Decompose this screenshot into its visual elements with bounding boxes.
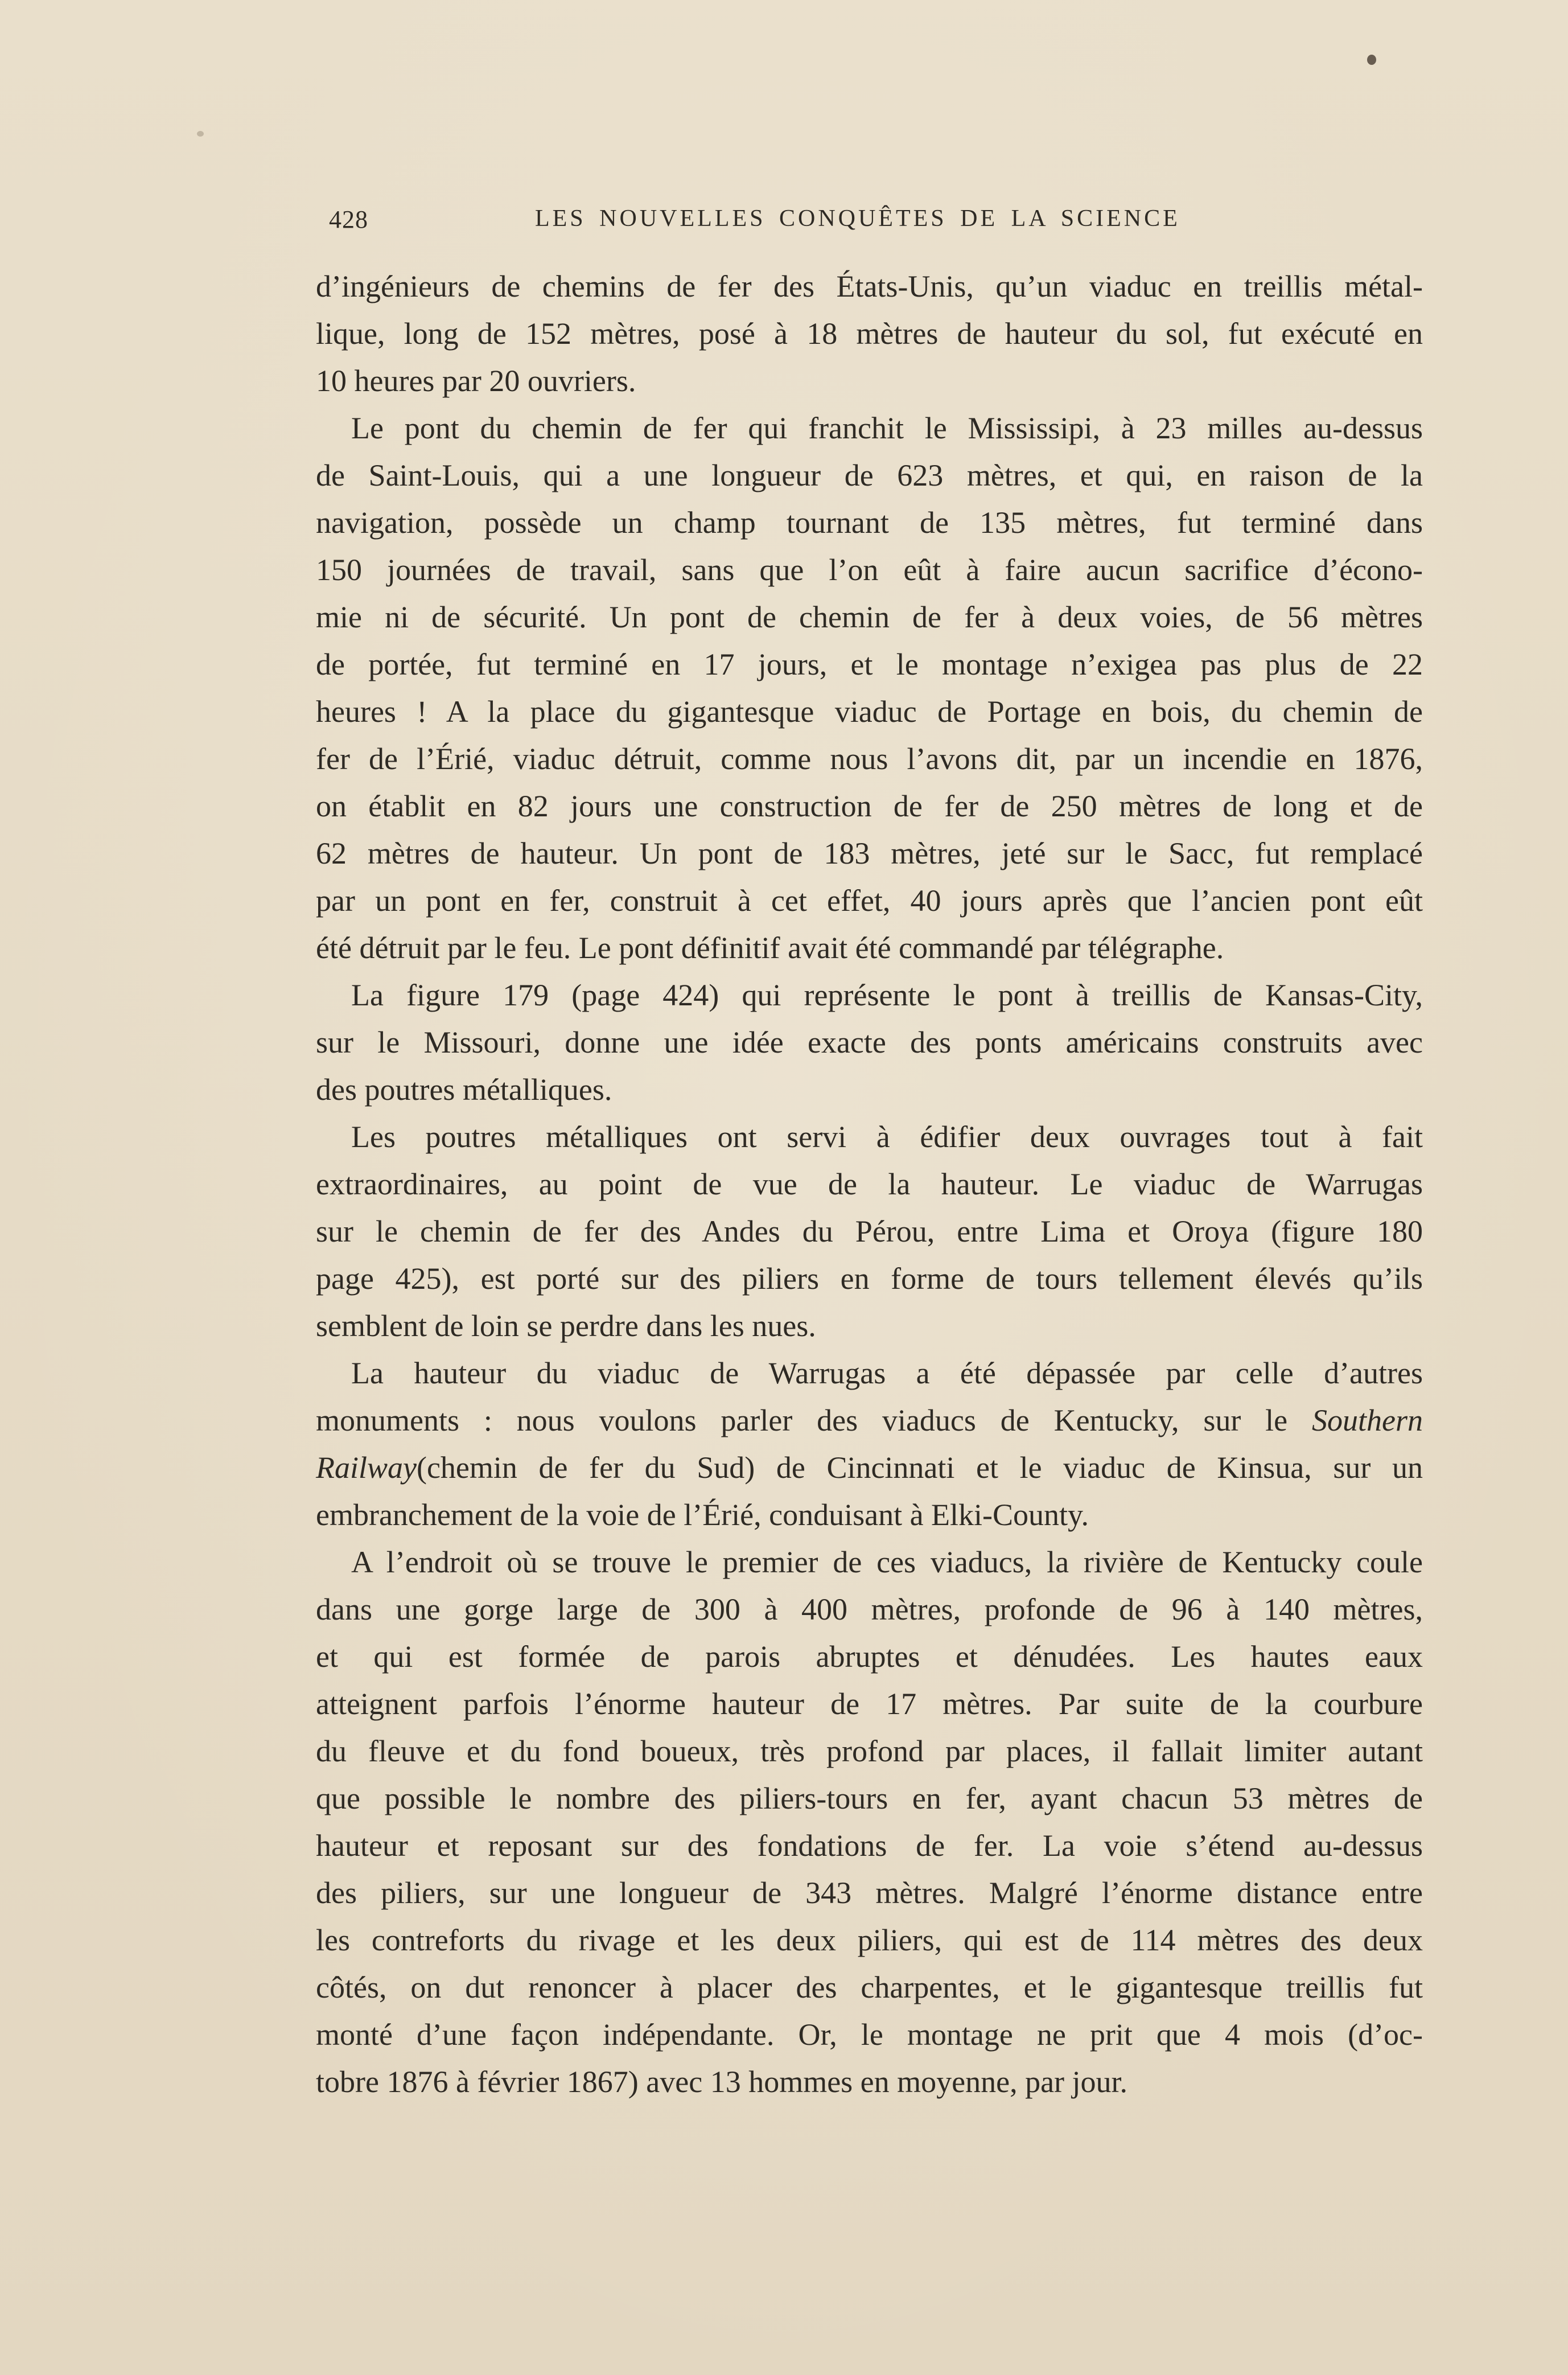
paragraph — [316, 1539, 1423, 2106]
running-title: LES NOUVELLES CONQUÊTES DE LA SCIENCE — [535, 206, 1180, 232]
text-line: hauteur et reposant sur des fondations de fer. La voie s’étend au-dessus — [316, 1828, 1423, 1863]
italic-term: Southern — [1312, 1403, 1423, 1437]
text-line: Le pont du chemin de fer qui franchit le Mississipi, à 23 milles au-dessus — [351, 411, 1423, 445]
text-segment: (chemin de fer du Sud) de Cincinnati et le viaduc de Kinsua, sur un — [416, 1451, 1423, 1485]
text-line: heures ! A la place du gigantesque viaduc de Portage en bois, du chemin de — [316, 695, 1423, 729]
paragraph — [316, 1350, 1423, 1539]
text-line: côtés, on dut renoncer à placer des charpentes, et le gigantesque treillis fut — [316, 1970, 1423, 2004]
text-line: par un pont en fer, construit à cet effet, 40 jours après que l’ancien pont eût — [316, 884, 1423, 918]
text-line: d’ingénieurs de chemins de fer des États-Unis, qu’un viaduc en treillis métal- — [316, 269, 1423, 303]
text-line: mie ni de sécurité. Un pont de chemin de fer à deux voies, de 56 mètres — [316, 600, 1423, 634]
body-text — [316, 263, 1423, 2106]
text-line: 150 journées de travail, sans que l’on eût à faire aucun sacrifice d’écono- — [316, 553, 1423, 587]
text-line: lique, long de 152 mètres, posé à 18 mètres de hauteur du sol, fut exécuté en — [316, 317, 1423, 351]
text-line: sur le Missouri, donne une idée exacte des ponts américains construits avec — [316, 1025, 1423, 1059]
paragraph — [316, 405, 1423, 972]
ink-spot — [1367, 55, 1376, 65]
text-line: A l’endroit où se trouve le premier de ces viaducs, la rivière de Kentucky coule — [351, 1545, 1423, 1579]
text-line — [316, 1444, 1423, 1491]
text-line: navigation, possède un champ tournant de 135 mètres, fut terminé dans — [316, 506, 1423, 540]
text-line: 10 heures par 20 ouvriers. — [316, 364, 636, 398]
paragraph — [316, 263, 1423, 405]
text-line: fer de l’Érié, viaduc détruit, comme nous l’avons dit, par un incendie en 1876, — [316, 742, 1423, 776]
text-line: La figure 179 (page 424) qui représente le pont à treillis de Kansas-City, — [351, 978, 1423, 1012]
text-line: on établit en 82 jours une construction de fer de 250 mètres de long et de — [316, 789, 1423, 823]
text-line: semblent de loin se perdre dans les nues. — [316, 1309, 816, 1343]
ink-spot — [197, 131, 204, 137]
text-line: 62 mètres de hauteur. Un pont de 183 mètres, jeté sur le Sacc, fut remplacé — [316, 836, 1423, 870]
text-line: des poutres métalliques. — [316, 1073, 612, 1107]
text-line: Les poutres métalliques ont servi à édifier deux ouvrages tout à fait — [351, 1120, 1423, 1154]
text-line: les contreforts du rivage et les deux piliers, qui est de 114 mètres des deux — [316, 1923, 1423, 1957]
text-line: que possible le nombre des piliers-tours en fer, ayant chacun 53 mètres de — [316, 1781, 1423, 1815]
text-line: embranchement de la voie de l’Érié, conduisant à Elki-County. — [316, 1498, 1089, 1532]
paragraph — [316, 1113, 1423, 1350]
text-segment: monuments : nous voulons parler des viaducs de Kentucky, sur le — [316, 1403, 1288, 1437]
page-header — [329, 205, 1217, 239]
text-line: atteignent parfois l’énorme hauteur de 17 mètres. Par suite de la courbure — [316, 1687, 1423, 1721]
text-line: sur le chemin de fer des Andes du Pérou, entre Lima et Oroya (figure 180 — [316, 1214, 1423, 1248]
page-number: 428 — [329, 206, 368, 233]
text-line: page 425), est porté sur des piliers en forme de tours tellement élevés qu’ils — [316, 1262, 1423, 1296]
text-line: monté d’une façon indépendante. Or, le montage ne prit que 4 mois (d’oc- — [316, 2017, 1423, 2052]
paragraph — [316, 972, 1423, 1113]
text-line: et qui est formée de parois abruptes et dénudées. Les hautes eaux — [316, 1640, 1423, 1674]
text-line: tobre 1876 à février 1867) avec 13 hommes en moyenne, par jour. — [316, 2065, 1128, 2099]
text-line — [316, 1397, 1423, 1444]
text-line: été détruit par le feu. Le pont définitif avait été commandé par télégraphe. — [316, 931, 1224, 965]
text-line: extraordinaires, au point de vue de la hauteur. Le viaduc de Warrugas — [316, 1167, 1423, 1201]
text-line: La hauteur du viaduc de Warrugas a été dépassée par celle d’autres — [351, 1356, 1423, 1390]
text-line: des piliers, sur une longueur de 343 mètres. Malgré l’énorme distance entre — [316, 1876, 1423, 1910]
text-line: de portée, fut terminé en 17 jours, et le montage n’exigea pas plus de 22 — [316, 647, 1423, 681]
italic-term: Railway — [316, 1451, 417, 1485]
text-line: de Saint-Louis, qui a une longueur de 623 mètres, et qui, en raison de la — [316, 458, 1423, 492]
text-line: du fleuve et du fond boueux, très profond par places, il fallait limiter autant — [316, 1734, 1423, 1768]
text-line: dans une gorge large de 300 à 400 mètres, profonde de 96 à 140 mètres, — [316, 1592, 1423, 1626]
